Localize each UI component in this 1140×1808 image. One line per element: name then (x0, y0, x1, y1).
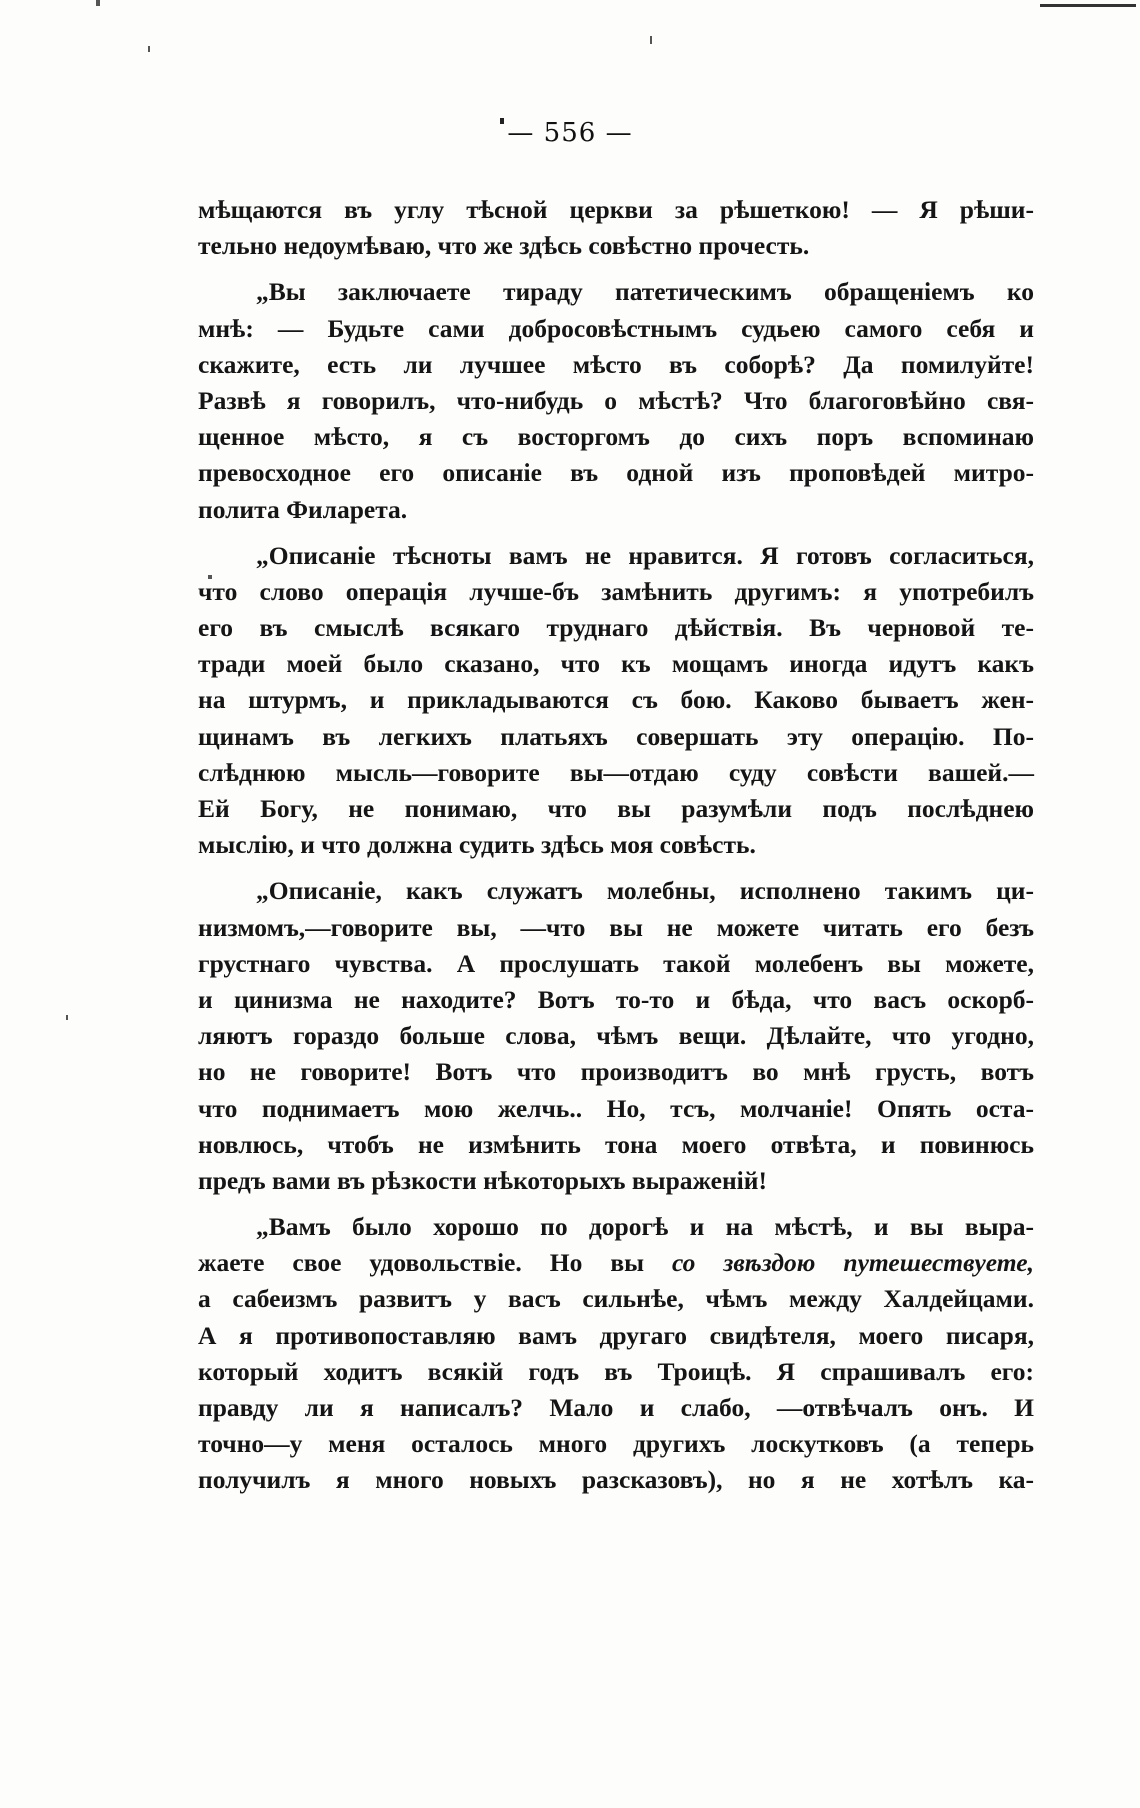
text-line: Развѣ я говорилъ, что-нибудь о мѣстѣ? Что благоговѣйно свя- (198, 385, 1034, 415)
text-line: что поднимаетъ мою желчь.. Но, тсъ, молчаніе! Опять оста- (198, 1093, 1034, 1123)
text-line: ляютъ гораздо больше слова, чѣмъ вещи. Дѣлайте, что угодно, (198, 1021, 1034, 1051)
text-line: предъ вами въ рѣзкости нѣкоторыхъ выраженій! (198, 1165, 767, 1195)
text-line: но не говорите! Вотъ что производитъ во мнѣ грусть, вотъ (198, 1057, 1034, 1087)
text-line: „Вы заключаете тираду патетическимъ обращеніемъ ко (256, 277, 1034, 307)
text-line: „Описаніе тѣсноты вамъ не нравится. Я готовъ согласиться, (256, 540, 1034, 570)
scan-edge-mark (1040, 4, 1136, 7)
text-line: тради моей было сказано, что къ мощамъ иногда идутъ какъ (198, 649, 1034, 679)
text-line: грустнаго чувства. А прослушать такой молебенъ вы можете, (198, 948, 1034, 978)
text-line: и цинизма не находите? Вотъ то-то и бѣда, что васъ оскорб- (198, 984, 1034, 1014)
body-text (198, 192, 1034, 1499)
text-line: А я противопоставляю вамъ другаго свидѣтеля, моего писаря, (198, 1320, 1034, 1350)
italic-phrase: со звѣздою путешествуете, (672, 1248, 1034, 1278)
text-line-with-italic (198, 1245, 1034, 1281)
text-line: „Описаніе, какъ служатъ молебны, исполнено такимъ ци- (256, 876, 1034, 906)
scan-speck (148, 46, 150, 52)
text-line: превосходное его описаніе въ одной изъ проповѣдей митро- (198, 458, 1034, 488)
text-line: слѣднюю мысль—говорите вы—отдаю суду совѣсти вашей.— (198, 757, 1034, 787)
text-line: тельно недоумѣваю, что же здѣсь совѣстно прочесть. (198, 231, 810, 261)
text-line: Ей Богу, не понимаю, что вы разумѣли подъ послѣднею (198, 794, 1034, 823)
text-line: мѣщаются въ углу тѣсной церкви за рѣшеткою! — Я рѣши- (198, 195, 1034, 224)
text-line: правду ли я написалъ? Мало и слабо, —отвѣчалъ онъ. И (198, 1393, 1034, 1422)
text-line: низмомъ,—говорите вы, —что вы не можете читать его безъ (198, 912, 1034, 942)
text-line: который ходитъ всякій годъ въ Троицѣ. Я спрашивалъ его: (198, 1356, 1034, 1386)
text-line: „Вамъ было хорошо по дорогѣ и на мѣстѣ, и вы выра- (256, 1212, 1034, 1242)
page-number: — 556 — (507, 118, 633, 148)
scan-speck (66, 1015, 68, 1020)
text-line: получилъ я много новыхъ разсказовъ), но я не хотѣлъ ка- (198, 1465, 1034, 1495)
scan-speck (650, 36, 652, 44)
text-line: что слово операція лучше-бъ замѣнить другимъ: я употребилъ (198, 576, 1034, 606)
text-line: скажите, есть ли лучшее мѣсто въ соборѣ? Да помилуйте! (198, 349, 1034, 379)
text-line: полита Филарета. (198, 494, 408, 524)
text-line: мнѣ: — Будьте сами добросовѣстнымъ судьею самого себя и (198, 313, 1034, 343)
text-line: а сабеизмъ развитъ у васъ сильнѣе, чѣмъ между Халдейцами. (198, 1284, 1034, 1314)
text-line: новлюсь, чтобъ не измѣнить тона моего отвѣта, и повинюсь (198, 1129, 1034, 1159)
text-line: на штурмъ, и прикладываются съ бою. Каково бываетъ жен- (198, 685, 1034, 715)
text-line: щенное мѣсто, я съ восторгомъ до сихъ поръ вспоминаю (198, 422, 1034, 452)
text-fragment: жаете свое удовольствіе. Но вы (198, 1248, 644, 1278)
text-line: точно—у меня осталось много другихъ лоскутковъ (а теперь (198, 1429, 1034, 1459)
scan-speck (96, 0, 100, 6)
text-line: щинамъ въ легкихъ платьяхъ совершать эту операцію. По- (198, 721, 1034, 751)
text-line: мыслію, и что должна судить здѣсь моя совѣсть. (198, 830, 756, 860)
text-line: его въ смыслѣ всякаго труднаго дѣйствія. Въ черновой те- (198, 613, 1034, 643)
